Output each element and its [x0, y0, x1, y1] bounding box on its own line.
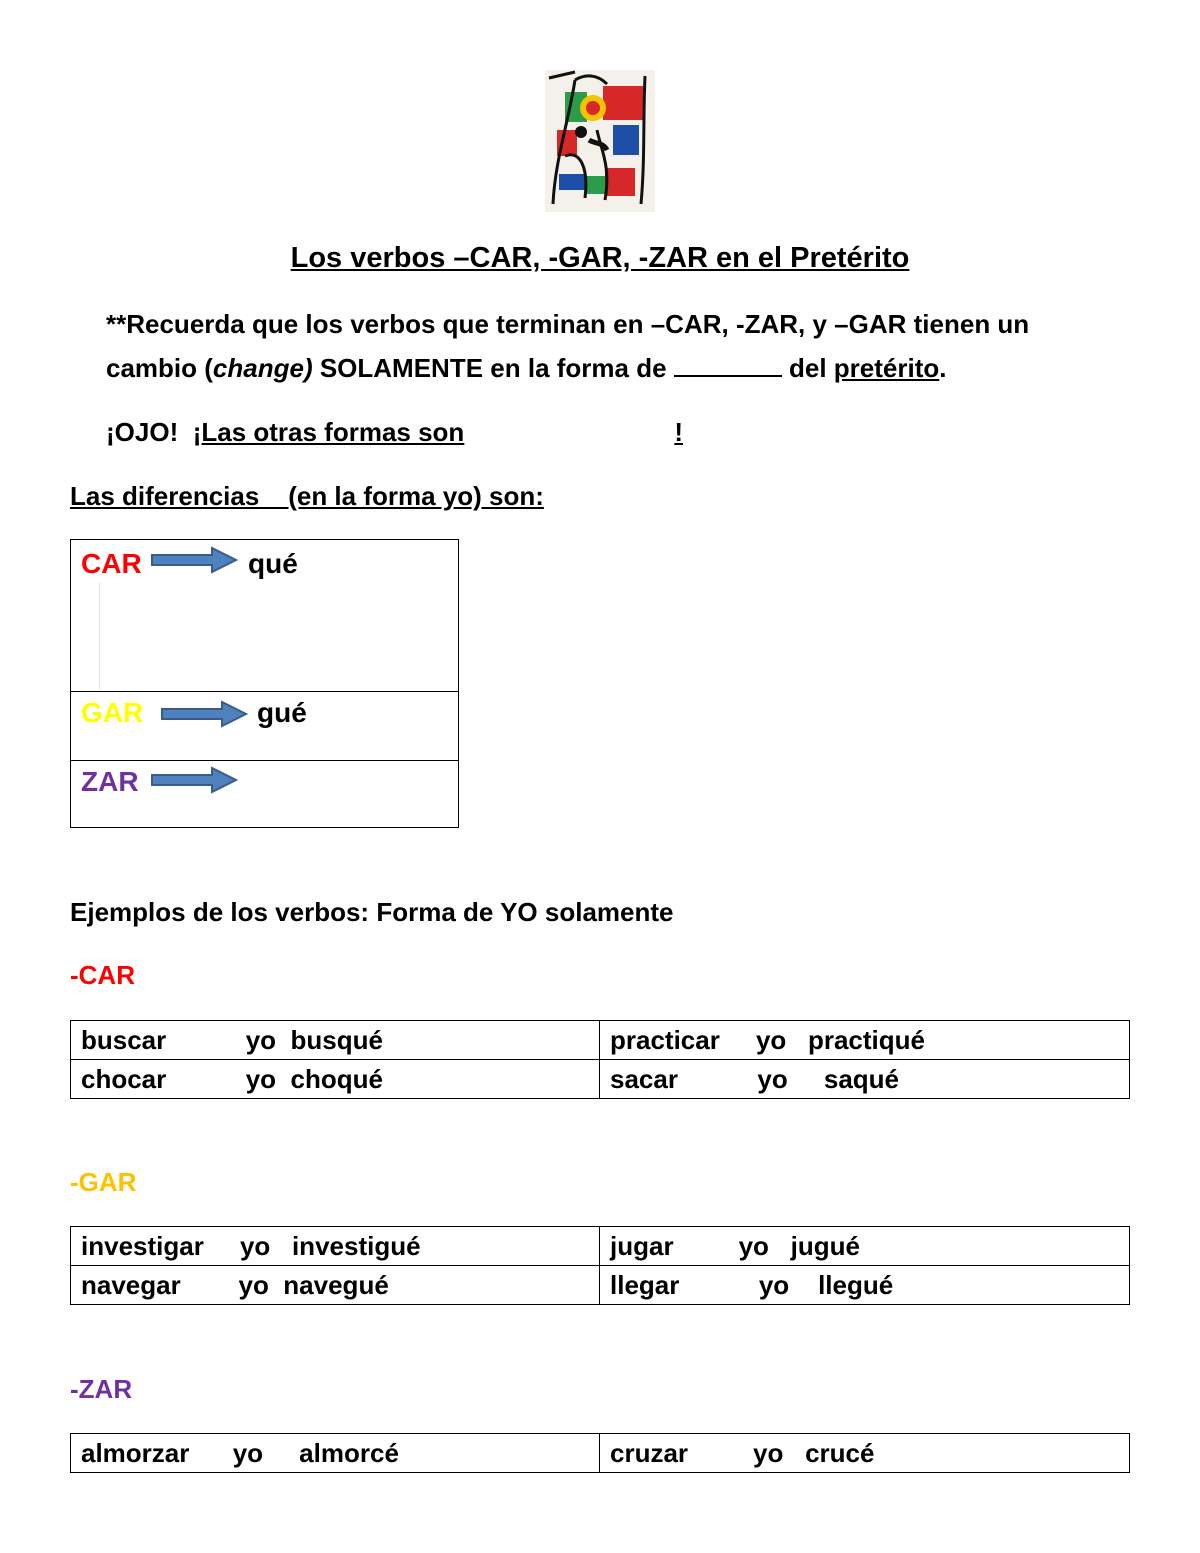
differences-heading: Las diferencias (en la forma yo) son: [70, 481, 544, 511]
gar-examples-table [70, 1226, 1130, 1305]
table-cell: sacar yo saqué [600, 1060, 1130, 1099]
reminder-line-1: **Recuerda que los verbos que terminan en –CAR, -ZAR, y –GAR tienen un [106, 309, 1030, 339]
reminder-text: del [781, 353, 834, 383]
diff-zar-ending: ZAR [81, 766, 139, 797]
arrow-right-icon [150, 546, 238, 574]
reminder-line-2 [106, 353, 947, 384]
section-label-zar: -ZAR [70, 1374, 133, 1404]
diff-gar-result: gué [257, 697, 307, 728]
table-row [71, 1227, 1130, 1266]
reminder-text: . [939, 353, 947, 383]
reminder-text: cambio ( [106, 353, 213, 383]
fill-in-blank[interactable] [674, 375, 782, 377]
table-cell: buscar yo busqué [71, 1021, 600, 1060]
box-divider [71, 760, 458, 761]
preterito-underlined: pretérito [833, 353, 940, 383]
examples-heading: Ejemplos de los verbos: Forma de YO solamente [70, 897, 674, 927]
diff-car-result: qué [248, 548, 298, 579]
ojo-text: ¡Las otras formas son ! [192, 417, 683, 447]
section-label-gar: -GAR [70, 1167, 137, 1197]
table-cell: chocar yo choqué [71, 1060, 600, 1099]
table-row [71, 1266, 1130, 1305]
table-cell: investigar yo investigué [71, 1227, 600, 1266]
artwork-image [545, 70, 655, 212]
section-label-car: -CAR [70, 960, 135, 990]
ojo-line [106, 417, 683, 448]
car-examples-table [70, 1020, 1130, 1099]
table-row [71, 1434, 1130, 1473]
reminder-text: SOLAMENTE en la forma de [312, 353, 674, 383]
table-row [71, 1021, 1130, 1060]
reminder-italic-change: change) [212, 353, 313, 383]
box-divider [71, 691, 458, 692]
table-cell: jugar yo jugué [600, 1227, 1130, 1266]
arrow-right-icon [160, 700, 248, 728]
table-row [71, 1060, 1130, 1099]
ojo-label: ¡OJO! [106, 417, 179, 447]
table-cell: llegar yo llegué [600, 1266, 1130, 1305]
zar-examples-table [70, 1433, 1130, 1473]
diff-gar-ending: GAR [81, 697, 144, 728]
cursor-line [99, 582, 100, 690]
table-cell: cruzar yo crucé [600, 1434, 1130, 1473]
diff-car-ending: CAR [81, 548, 142, 579]
table-cell: practicar yo practiqué [600, 1021, 1130, 1060]
page-title: Los verbos –CAR, -GAR, -ZAR en el Pretérito [290, 242, 910, 274]
arrow-right-icon [150, 766, 238, 794]
table-cell: navegar yo navegué [71, 1266, 600, 1305]
table-cell: almorzar yo almorcé [71, 1434, 600, 1473]
